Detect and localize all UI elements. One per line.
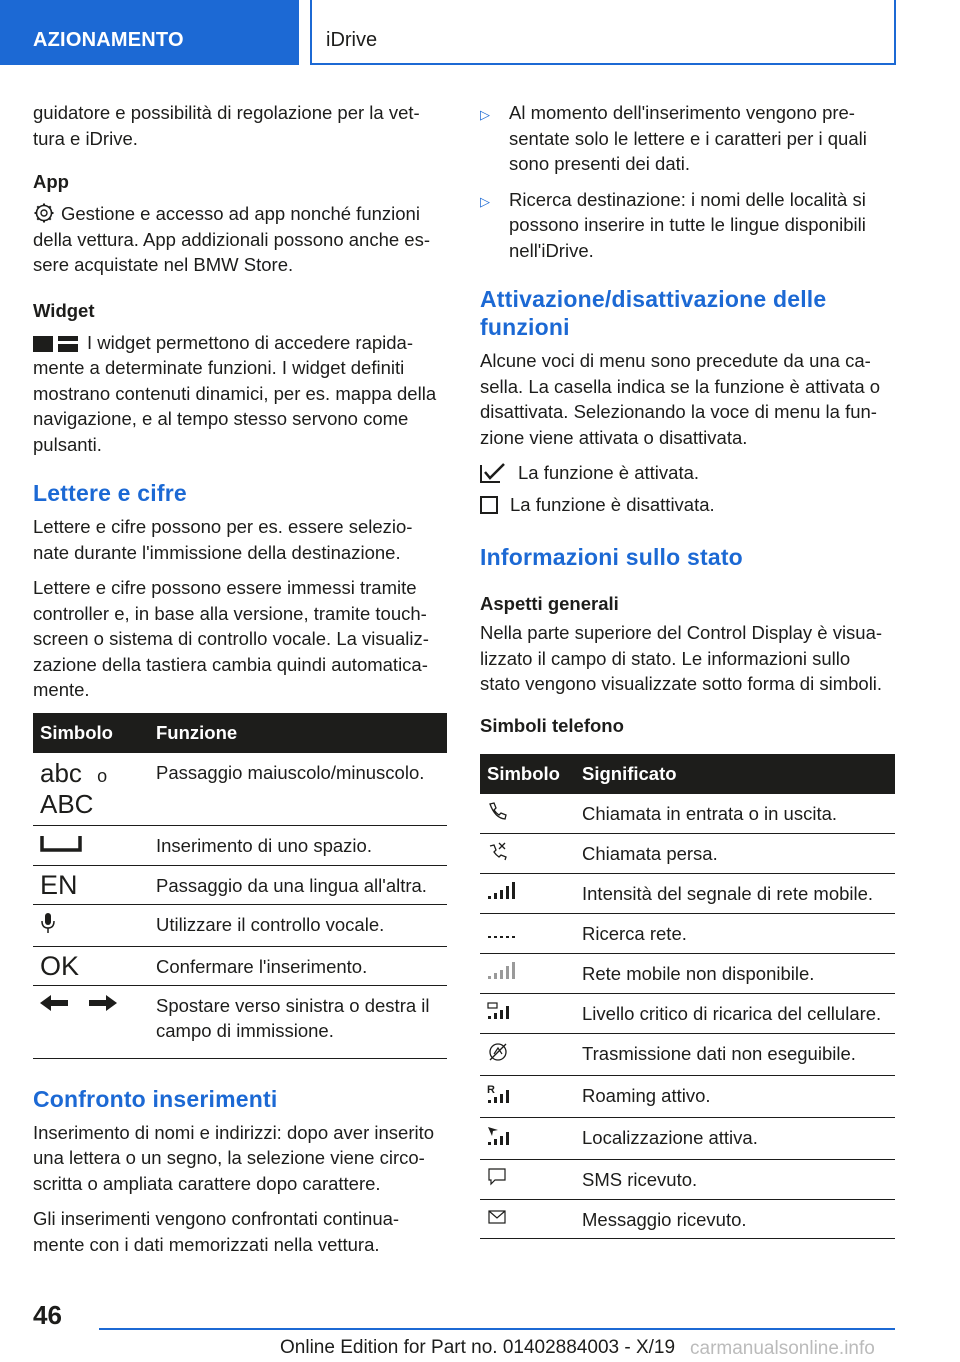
intro-paragraph: guidatore e possibilità di regolazione per la vet-tura e iDrive.	[33, 102, 420, 149]
signal-strength-icon	[487, 881, 517, 901]
table-row	[33, 825, 447, 865]
row-text: Confermare l'inserimento.	[149, 946, 447, 985]
unchecked-row	[480, 492, 895, 517]
bullet-text: Ricerca destinazione: i nomi delle località si possono inserire in tutte le lingue disponibili nell'iDrive.	[509, 188, 866, 261]
unchecked-text: La funzione è disattivata.	[510, 494, 715, 515]
row-text: Chiamata in entrata o in uscita.	[575, 794, 895, 834]
letters-paragraph-2: Lettere e cifre possono essere immessi tramite controller e, in base alla versione, tramite touch-screen o sistema di controllo vocale. La visualiz-zazione della tastiera cambia quindi automatica-mente.	[33, 577, 429, 700]
checkbox-checked-icon	[480, 463, 506, 483]
bullet-item	[480, 187, 895, 264]
svg-text:R: R	[487, 1083, 495, 1096]
letters-table	[33, 713, 447, 1059]
row-text: Rete mobile non disponibile.	[575, 953, 895, 993]
table-row	[480, 953, 895, 993]
table-row	[33, 946, 447, 985]
table-row	[33, 865, 447, 904]
row-text: Trasmissione dati non eseguibile.	[575, 1033, 895, 1075]
table-header-symbol: Simbolo	[33, 713, 149, 753]
bullet-item	[480, 100, 895, 177]
toggle-heading: Attivazione/disattivazione delle funzioni	[480, 286, 827, 340]
table-row	[480, 1033, 895, 1075]
table-row	[480, 1159, 895, 1199]
table-row	[480, 1117, 895, 1159]
space-bar-icon	[40, 833, 82, 853]
row-text: Messaggio ricevuto.	[575, 1199, 895, 1238]
section-tab	[0, 0, 299, 65]
case-symbol	[33, 753, 149, 826]
table-header-meaning: Significato	[575, 754, 895, 794]
row-text: Ricerca rete.	[575, 913, 895, 953]
phone-symbols-heading: Simboli telefono	[480, 714, 624, 736]
footer-edition: Online Edition for Part no. 01402884003 - X/19	[280, 1337, 676, 1358]
row-text: Chiamata persa.	[575, 833, 895, 873]
missed-call-icon	[487, 841, 509, 861]
widget-heading: Widget	[33, 299, 95, 321]
table-row	[480, 913, 895, 953]
right-column	[480, 100, 895, 1239]
checked-text: La funzione è attivata.	[518, 462, 700, 483]
lowercase-symbol: abc	[40, 757, 82, 788]
widget-text: I widget permettono di accedere rapida-mente a determinate funzioni. I widget definiti mostrano contenuti dinamici, per es. mappa della navigazione, e al tempo stesso servono come pulsanti.	[33, 331, 437, 455]
row-text: Livello critico di ricarica del cellulare.	[575, 993, 895, 1033]
widget-icon	[33, 334, 81, 352]
app-heading: App	[33, 171, 69, 192]
footer-divider	[99, 1328, 895, 1330]
table-row	[480, 1075, 895, 1117]
row-text: SMS ricevuto.	[575, 1159, 895, 1199]
triangle-bullet-icon: ▷	[480, 193, 490, 209]
sms-icon	[487, 1167, 509, 1187]
compare-heading: Confronto inserimenti	[33, 1085, 278, 1112]
table-header-symbol: Simbolo	[480, 754, 575, 794]
table-row	[480, 993, 895, 1033]
table-row	[480, 794, 895, 834]
table-row	[33, 985, 447, 1058]
bullet-text: Al momento dell'inserimento vengono pre-sentate solo le lettere e i caratteri per i quali sono presenti dei dati.	[509, 102, 867, 174]
message-icon	[487, 1208, 509, 1226]
letters-heading: Lettere e cifre	[33, 480, 187, 506]
toggle-paragraph: Alcune voci di menu sono precedute da una ca-sella. La casella indica se la funzione è attivata o disattivata. Selezionando la voce di menu la fun-zione viene attivata o disattivata.	[480, 350, 881, 448]
row-text: Intensità del segnale di rete mobile.	[575, 873, 895, 913]
row-text: Utilizzare il controllo vocale.	[149, 904, 447, 946]
language-symbol: EN	[33, 865, 149, 904]
phone-symbols-table	[480, 754, 895, 1239]
row-text: Inserimento di uno spazio.	[149, 825, 447, 865]
chapter-tab	[310, 0, 896, 65]
roaming-icon	[487, 1083, 517, 1105]
compare-paragraph-1: Inserimento di nomi e indirizzi: dopo aver inserito una lettera o un segno, la selezione viene circo-scritta o ampliata carattere dopo carattere.	[33, 1121, 435, 1194]
arrow-left-icon	[40, 994, 70, 1012]
row-text: Passaggio maiuscolo/minuscolo.	[149, 753, 447, 826]
table-row	[480, 873, 895, 913]
table-row	[33, 904, 447, 946]
compare-paragraph-2: Gli inserimenti vengono confrontati continua-mente con i dati memorizzati nella vettura.	[33, 1208, 400, 1255]
row-text: Spostare verso sinistra o destra il campo di immissione.	[149, 985, 447, 1058]
location-icon	[487, 1125, 517, 1147]
left-column	[33, 100, 447, 1267]
ok-symbol: OK	[33, 946, 149, 985]
uppercase-symbol: ABC	[40, 788, 94, 819]
table-row	[480, 1199, 895, 1238]
network-search-icon	[487, 921, 517, 941]
app-paragraph	[33, 201, 447, 278]
page-number: 46	[33, 1300, 62, 1330]
table-header-function: Funzione	[149, 713, 447, 753]
arrow-right-icon	[87, 994, 117, 1012]
table-row	[33, 753, 447, 826]
triangle-bullet-icon: ▷	[480, 107, 490, 122]
low-battery-icon	[487, 1001, 517, 1021]
status-heading: Informazioni sullo stato	[480, 544, 743, 570]
general-paragraph: Nella parte superiore del Control Display è visua-lizzato il campo di stato. Le informazioni sullo stato vengono visualizzate sotto forma di simboli.	[480, 622, 883, 694]
checkbox-unchecked-icon	[480, 496, 498, 514]
watermark: carmanualsonline.info	[690, 1338, 875, 1359]
row-text: Localizzazione attiva.	[575, 1117, 895, 1159]
microphone-icon	[40, 912, 56, 934]
row-text: Roaming attivo.	[575, 1075, 895, 1117]
table-row	[480, 833, 895, 873]
letters-paragraph-1: Lettere e cifre possono per es. essere selezio-nate durante l'immissione della destinazione.	[33, 516, 413, 563]
no-network-icon	[487, 961, 517, 981]
general-heading: Aspetti generali	[480, 593, 619, 614]
widget-paragraph	[33, 330, 447, 458]
section-title: AZIONAMENTO	[33, 29, 184, 51]
app-text: Gestione e accesso ad app nonché funzioni della vettura. App addizionali possono anche es-sere acquistate nel BMW Store.	[33, 203, 430, 275]
checked-row	[480, 460, 895, 485]
or-text: o	[97, 765, 108, 786]
row-text: Passaggio da una lingua all'altra.	[149, 865, 447, 904]
no-data-icon	[487, 1041, 509, 1063]
chapter-title: iDrive	[326, 29, 378, 51]
gear-icon	[33, 203, 55, 223]
phone-call-icon	[487, 801, 509, 821]
